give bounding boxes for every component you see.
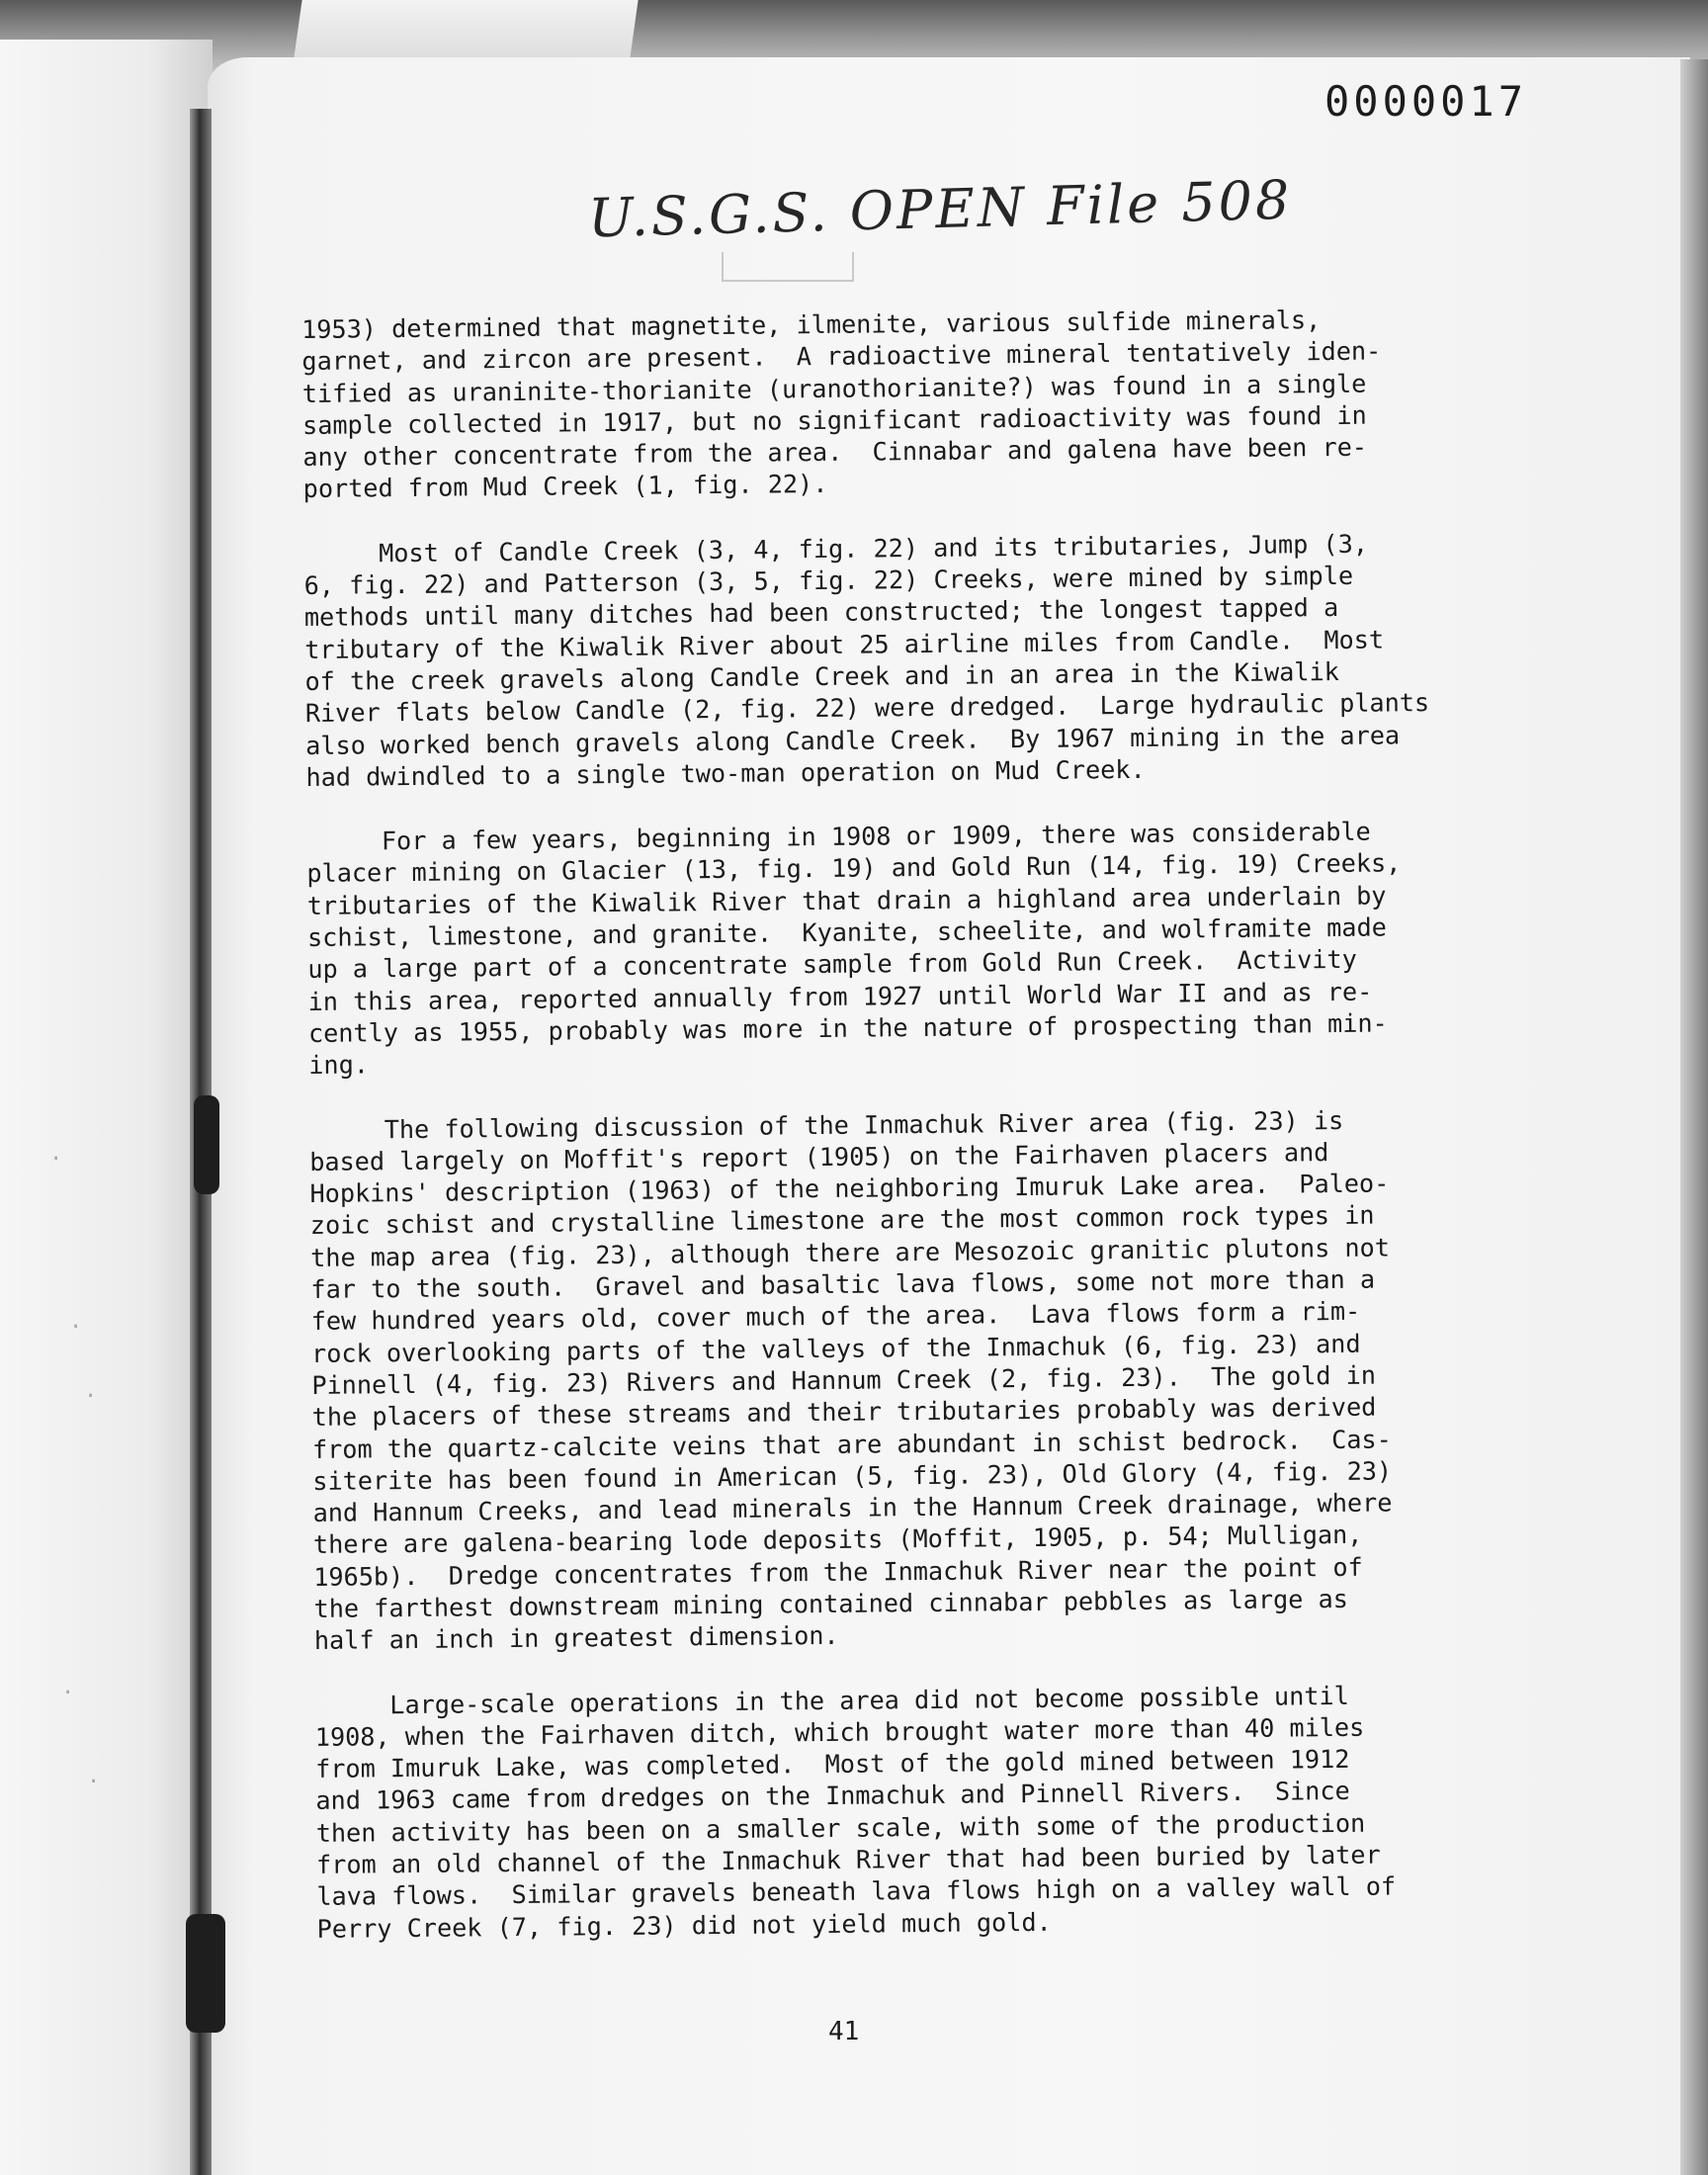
text-line: 1908, when the Fairhaven ditch, which brought water more than 40 miles [314,1712,1365,1752]
text-line: Hopkins' description (1963) of the neighboring Imuruk Lake area. Paleo- [309,1169,1390,1209]
text-line: rock overlooking parts of the valleys of the Inmachuk (6, fig. 23) and [310,1329,1361,1368]
text-line: tributaries of the Kiwalik River that drain a highland area underlain by [306,881,1387,920]
text-line: and Hannum Creeks, and lead minerals in the Hannum Creek drainage, where [312,1488,1393,1528]
text-line: of the creek gravels along Candle Creek and in an area in the Kiwalik [304,656,1339,696]
text-line: ing. [308,1050,370,1081]
text-line: tributary of the Kiwalik River about 25 airline miles from Candle. Most [304,625,1385,664]
margin-mark: · [87,1770,101,1794]
text-line: from Imuruk Lake, was completed. Most of the gold mined between 1912 [314,1745,1350,1784]
text-line: from an old channel of the Inmachuk River that had been buried by later [315,1840,1381,1879]
text-line: Perry Creek (7, fig. 23) did not yield much gold. [316,1907,1052,1944]
margin-mark: · [49,1147,63,1172]
text-line: Pinnell (4, fig. 23) Rivers and Hannum Creek (2, fig. 23). The gold in [311,1360,1377,1400]
paragraph [303,527,1487,794]
text-line: River flats below Candle (2, fig. 22) were dredged. Large hydraulic plants [304,688,1430,729]
text-line: up a large part of a concentrate sample from Gold Run Creek. Activity [307,945,1357,985]
text-line: lava flows. Similar gravels beneath lava flows high on a valley wall of [316,1871,1397,1912]
text-line: and 1963 came from dredges on the Inmachuk and Pinnell Rivers. Since [315,1777,1350,1816]
paragraph [309,1103,1495,1657]
text-line: cently as 1955, probably was more in the nature of prospecting than min- [307,1008,1388,1048]
text-line: Large-scale operations in the area did not become possible until [314,1681,1349,1720]
body-text [301,304,1498,1946]
facing-page [0,40,213,2175]
text-line: methods until many ditches had been constructed; the longest tapped a [303,593,1339,633]
text-line: far to the south. Gravel and basaltic lava flows, some not more than a [310,1264,1376,1304]
text-line: Most of Candle Creek (3, 4, fig. 22) and its tributaries, Jump (3, [303,529,1369,568]
text-line: schist, limestone, and granite. Kyanite, scheelite, and wolframite made [306,913,1387,953]
text-line: based largely on Moffit's report (1905) on the Fairhaven placers and [309,1137,1329,1176]
margin-mark: · [84,1384,98,1409]
text-line: sample collected in 1917, but no significant radioactivity was found in [301,400,1367,440]
text-line: 1953) determined that magnetite, ilmenite, various sulfide minerals, [301,305,1322,344]
text-line: the placers of these streams and their tributaries probably was derived [311,1392,1377,1433]
text-line: also worked bench gravels along Candle Creek. By 1967 mining in the area [305,720,1401,760]
paragraph [306,816,1490,1083]
binding-clip [194,1095,219,1194]
paragraph [314,1679,1497,1946]
faint-stamp [722,252,854,282]
text-line: from the quartz-calcite veins that are abundant in schist bedrock. Cas- [311,1424,1392,1464]
text-line: For a few years, beginning in 1908 or 1909, there was considerable [305,817,1371,857]
text-line: ported from Mud Creek (1, fig. 22). [302,470,828,504]
text-line: there are galena-bearing lode deposits (Moffit, 1905, p. 54; Mulligan, [312,1521,1363,1560]
paragraph [301,304,1485,506]
text-line: zoic schist and crystalline limestone are the most common rock types in [309,1201,1375,1241]
margin-mark: · [69,1315,83,1340]
text-line: The following discussion of the Inmachuk River area (fig. 23) is [308,1105,1344,1145]
text-line: in this area, reported annually from 1927 until World War II and as re- [307,977,1373,1016]
text-line: the map area (fig. 23), although there are Mesozoic granitic plutons not [310,1233,1391,1272]
text-line: few hundred years old, cover much of the area. Lava flows form a rim- [310,1297,1361,1337]
text-line: half an inch in greatest dimension. [313,1621,839,1656]
text-line: garnet, and zircon are present. A radioactive mineral tentatively iden- [301,336,1382,377]
text-line: placer mining on Glacier (13, fig. 19) and Gold Run (14, fig. 19) Creeks, [306,848,1402,889]
text-line: 6, fig. 22) and Patterson (3, 5, fig. 22) Creeks, were mined by simple [303,561,1354,601]
text-line: had dwindled to a single two-man operation on Mud Creek. [305,754,1146,792]
text-line: tified as uraninite-thorianite (uranothorianite?) was found in a single [301,369,1367,408]
text-line: 1965b). Dredge concentrates from the Inmachuk River near the point of [313,1552,1363,1592]
text-line: then activity has been on a smaller scale, with some of the production [315,1808,1366,1848]
margin-mark: · [61,1681,75,1705]
document-number: 0000017 [1324,77,1528,126]
handwritten-title: U.S.G.S. OPEN File 508 [587,168,1294,250]
text-line: siterite has been found in American (5, fig. 23), Old Glory (4, fig. 23) [312,1456,1393,1496]
text-line: the farthest downstream mining contained cinnabar pebbles as large as [313,1584,1348,1623]
page-number: 41 [828,2017,860,2046]
text-line: any other concentrate from the area. Cinnabar and galena have been re- [302,432,1368,473]
page-edge-shadow [1680,59,1708,2175]
binding-clip [186,1914,225,2033]
